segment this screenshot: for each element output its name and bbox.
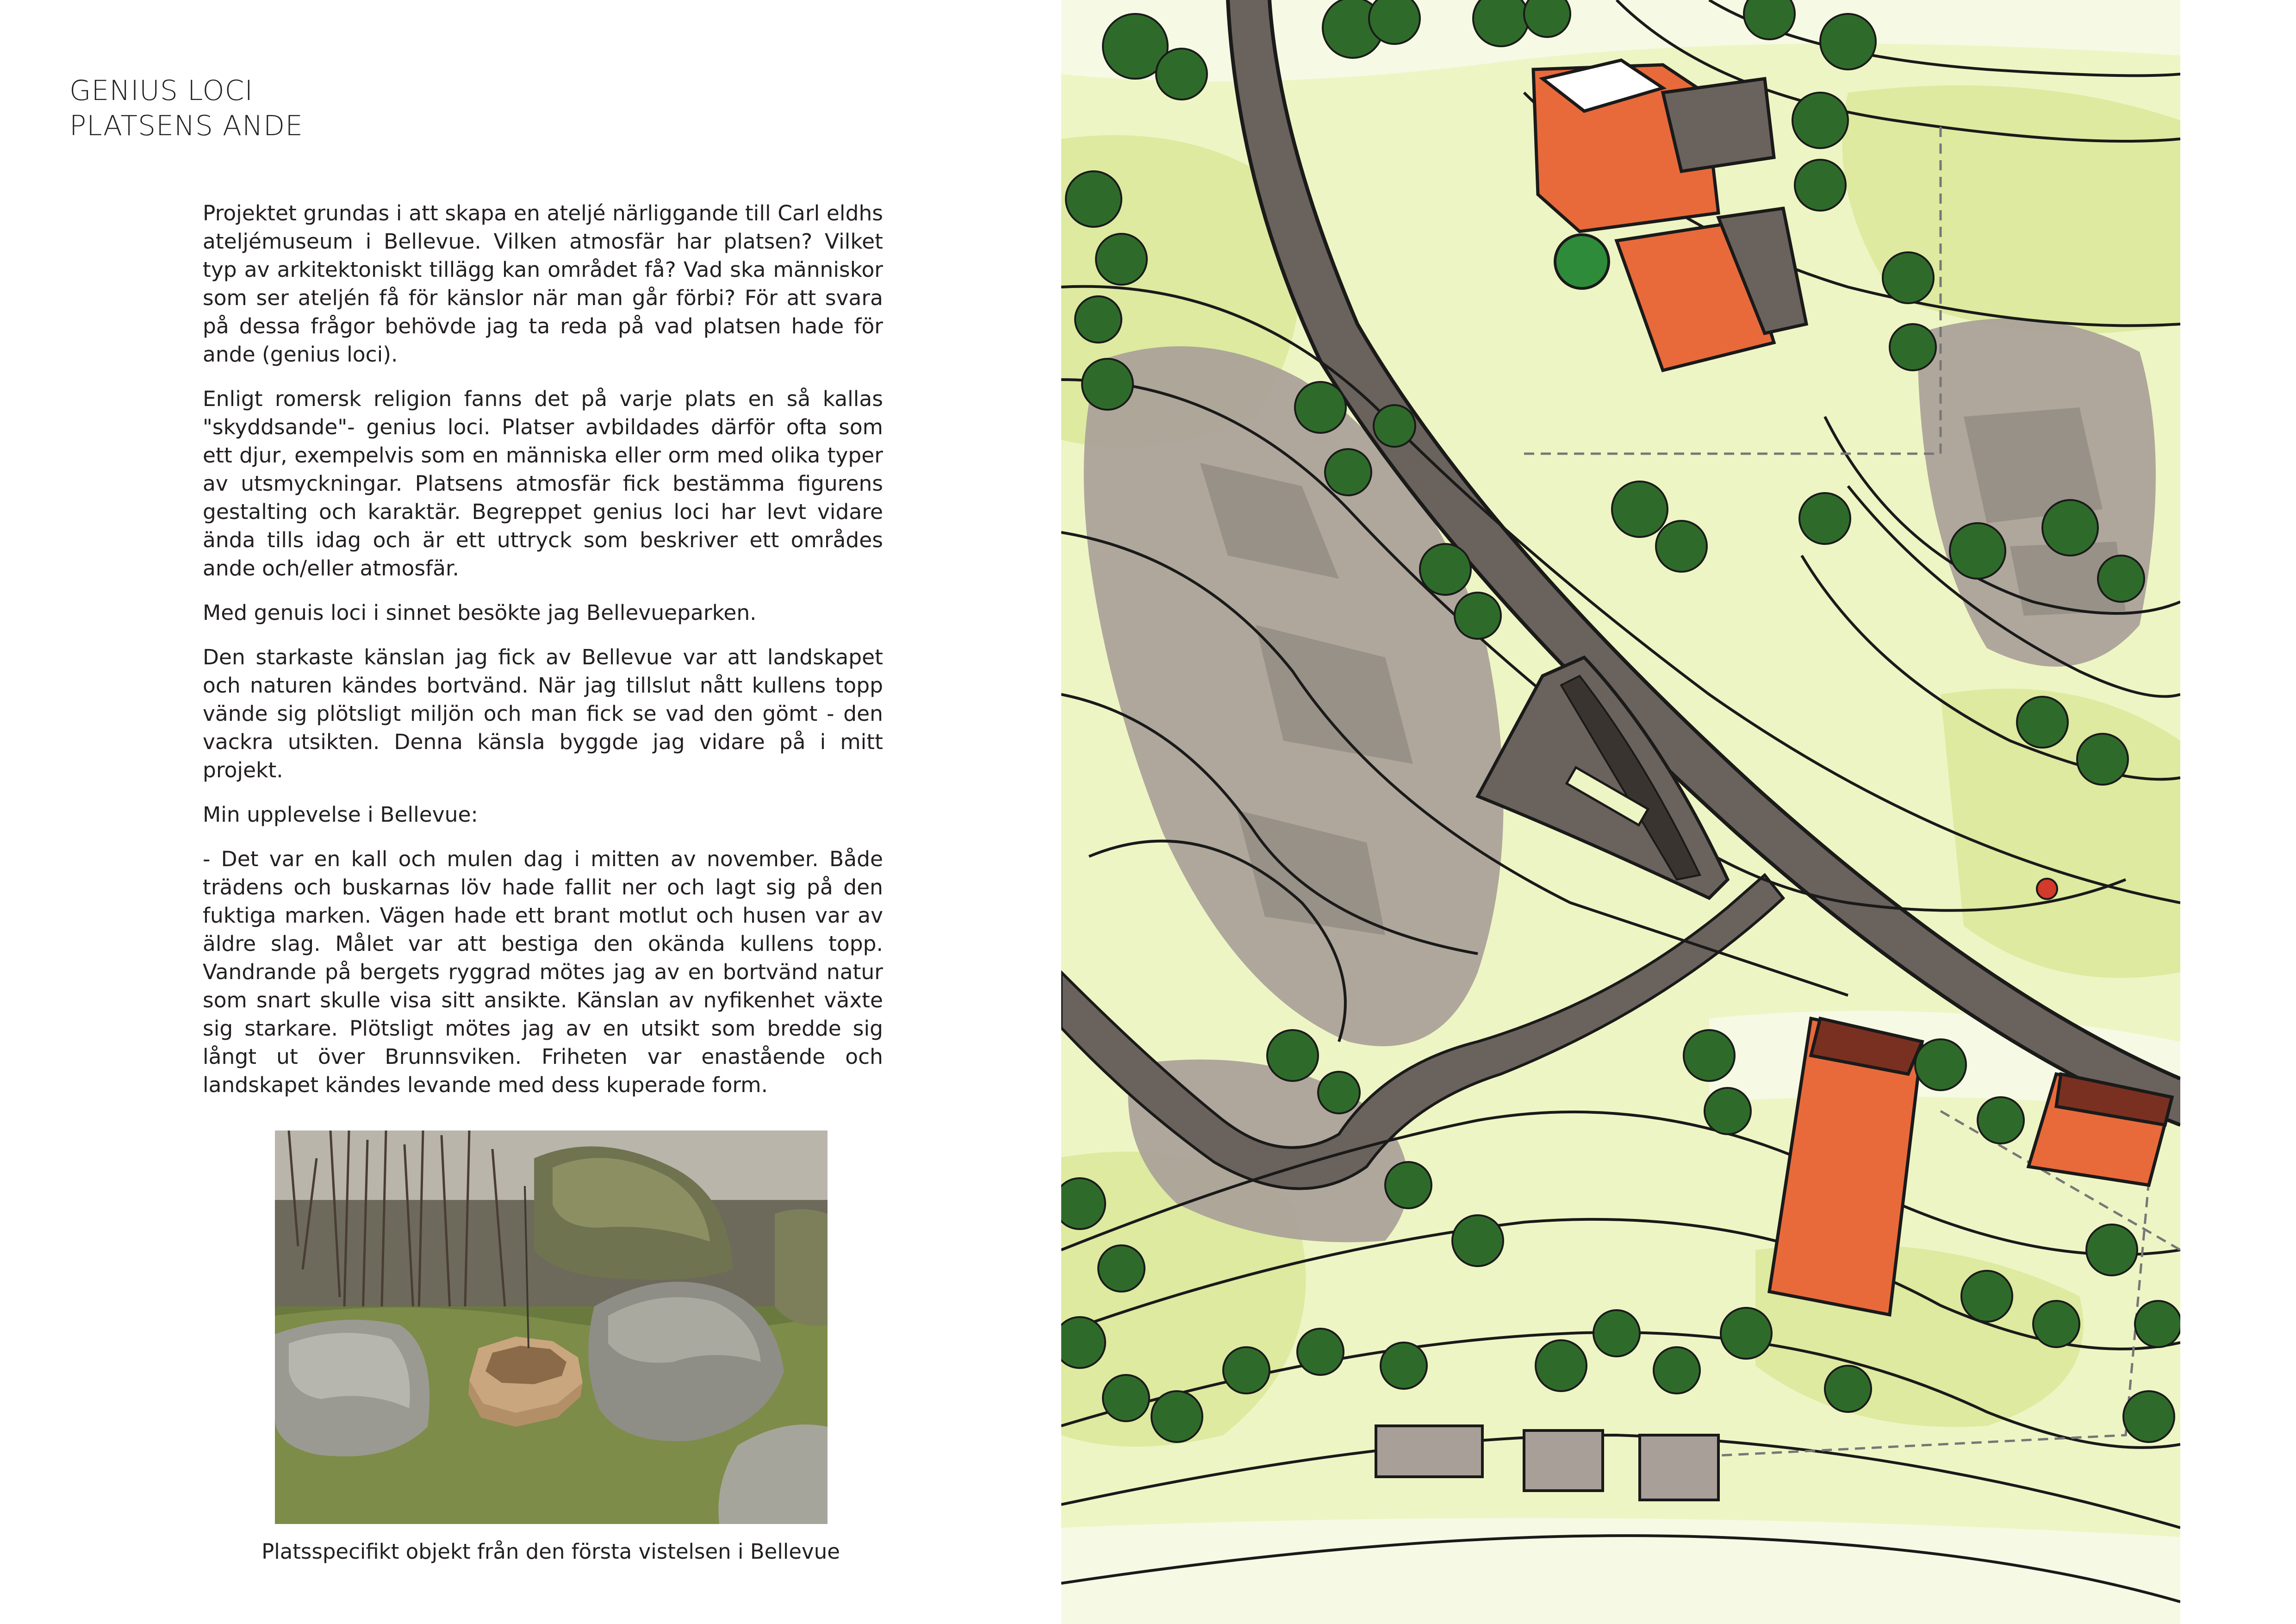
- body-text: [203, 199, 883, 1115]
- photo-caption: Platsspecifikt objekt från den första vistelsen i Bellevue: [261, 1539, 840, 1564]
- site-photo: [275, 1131, 828, 1524]
- paragraph-experience-heading: Min upplevelse i Bellevue:: [203, 802, 478, 827]
- page-title: [69, 73, 303, 144]
- title-line-1: GENIUS LOCI: [69, 75, 254, 107]
- paragraph-feeling: Den starkaste känslan jag fick av Bellevue var att landskapet och naturen kändes bortvänd. När jag tillslut nått kullens topp vände sig plötsligt miljön och man fick se vad den gömt - den vackra utsikten. Denna känsla byggde jag vidare på i mitt projekt.: [203, 645, 883, 782]
- paragraph-genius-loci: Enligt romersk religion fanns det på varje plats en så kallas "skyddsande"- genius loci. Platser avbildades därför ofta som ett djur, exempelvis som en människa eller orm med olika typer av utsmyckningar. Platsens atmosfär fick bestämma figurens gestalting och karaktär. Begreppet genius loci har levt vidare ända tills idag och är ett uttryck som beskriver ett områdes ande och/eller atmosfär.: [203, 387, 883, 581]
- site-plan-sketch: [1061, 0, 2180, 1624]
- title-line-2: PLATSENS ANDE: [69, 110, 304, 142]
- paragraph-intro: Projektet grundas i att skapa en ateljé närliggande till Carl eldhs ateljémuseum i Bellevue. Vilken atmosfär har platsen? Vilket typ av arkitektoniskt tillägg kan området få? Vad ska människor som ser ateljén få för känslor när man går förbi? För att svara på dessa frågor behövde jag ta reda på vad platsen hade för ande (genius loci).: [203, 201, 883, 367]
- paragraph-visit: Med genuis loci i sinnet besökte jag Bellevueparken.: [203, 600, 757, 625]
- paragraph-experience: - Det var en kall och mulen dag i mitten av november. Både trädens och buskarnas löv hade fallit ner och lagt sig på den fuktiga marken. Vägen hade ett brant motlut och husen var av äldre slag. Målet var att bestiga den okända kullens topp. Vandrande på bergets ryggrad mötes jag av en bortvänd natur som snart skulle visa sitt ansikte. Känslan av nyfikenhet växte sig starkare. Plötsligt mötes jag av en utsikt som bredde sig långt ut över Brunnsviken. Friheten var enastående och landskapet kändes levande med dess kuperade form.: [203, 847, 883, 1097]
